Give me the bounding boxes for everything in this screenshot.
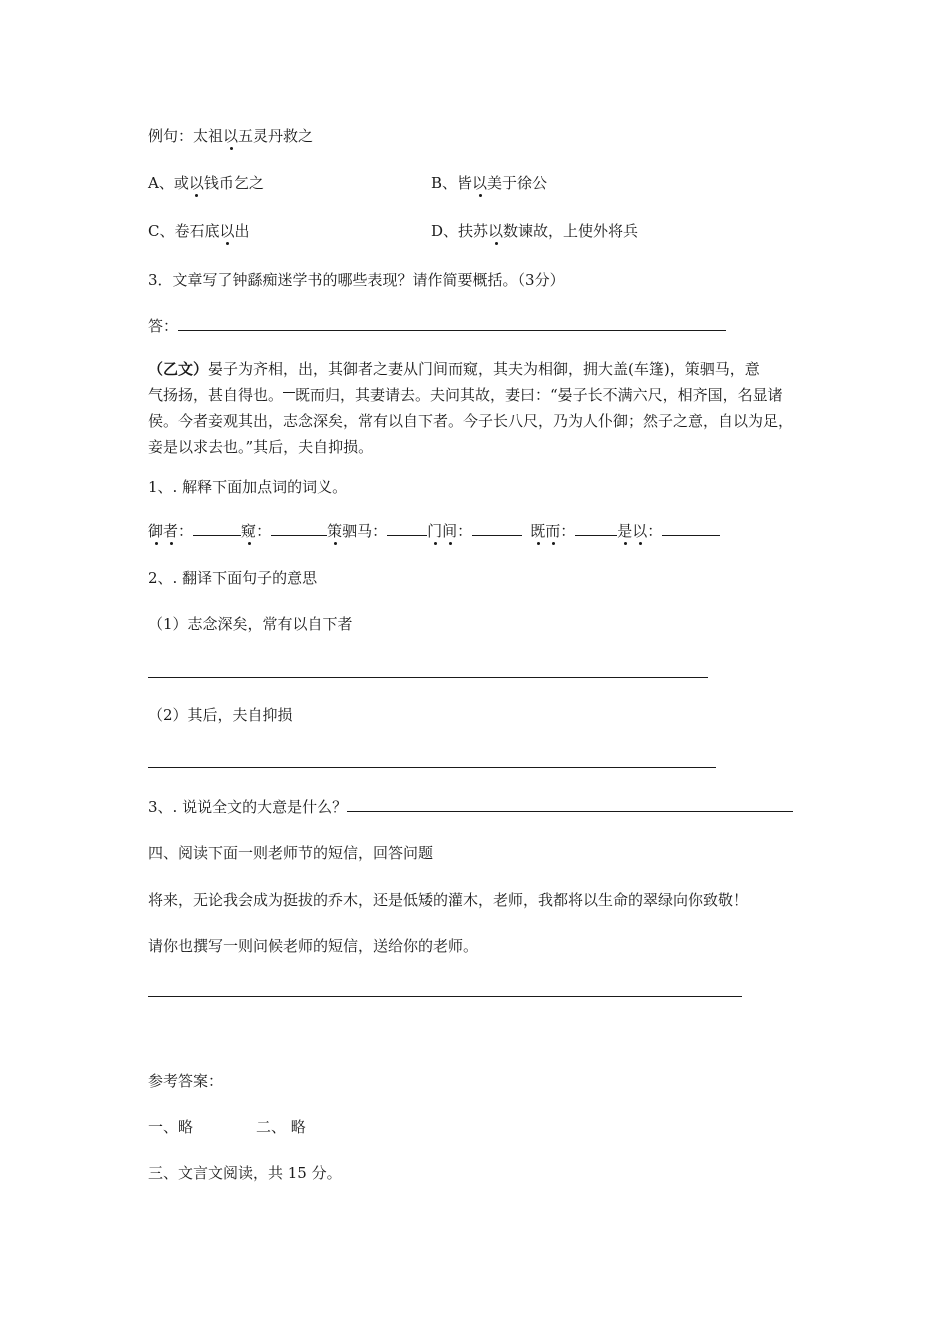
dotted-char: 以 [188, 174, 204, 192]
answer-blank[interactable] [178, 316, 726, 331]
dotted-char: 以 [223, 127, 239, 145]
answer-blank[interactable] [347, 797, 793, 812]
question-3: 3．文章写了钟繇痴迷学书的哪些表现？请作简要概括。（3分） [148, 271, 565, 289]
yi-wen-label: （乙文） [148, 360, 209, 378]
option-d: D、扶苏以数谏故，上使外将兵 [431, 222, 639, 240]
answer-one: 一、略 [148, 1118, 194, 1136]
answer-rule[interactable] [148, 767, 716, 768]
dotted-char: 以 [488, 222, 504, 240]
yi-question-3: 3、. 说说全文的大意是什么？ [148, 797, 793, 817]
example-sentence: 例句：太祖以五灵丹救之 [148, 127, 314, 145]
inline-mark [283, 392, 295, 401]
vocab-blank[interactable] [271, 521, 327, 536]
dotted-char: 者 [163, 522, 179, 540]
dotted-char: 既 [530, 522, 546, 540]
yi-question-1: 1、. 解释下面加点词的词义。 [148, 478, 348, 496]
answer-rule[interactable] [148, 996, 742, 997]
vocab-blank[interactable] [387, 521, 427, 536]
dotted-char: 门 [427, 522, 443, 540]
vocab-blank[interactable] [193, 521, 241, 536]
section-4-title: 四、阅读下面一则老师节的短信，回答问题 [148, 844, 434, 862]
dotted-char: 是 [617, 522, 633, 540]
sms-text: 将来，无论我会成为挺拔的乔木，还是低矮的灌木，老师，我都将以生命的翠绿向你致敬！ [148, 891, 749, 909]
answer-line: 答： [148, 316, 726, 336]
dotted-char: 窥 [241, 522, 257, 540]
dotted-char: 御 [148, 522, 164, 540]
answer-two: 二、 略 [256, 1118, 306, 1136]
option-c: C、卷石底以出 [148, 222, 250, 240]
yi-question-2: 2、. 翻译下面句子的意思 [148, 569, 318, 587]
vocab-blank[interactable] [575, 521, 617, 536]
dotted-char: 策 [327, 522, 343, 540]
translate-sentence-1: （1）志念深矣，常有以自下者 [148, 615, 353, 633]
translate-sentence-2: （2）其后，夫自抑损 [148, 706, 293, 724]
option-a: A、或以钱币乞之 [148, 174, 264, 192]
answer-rule[interactable] [148, 677, 708, 678]
sms-prompt: 请你也撰写一则问候老师的短信，送给你的老师。 [148, 937, 479, 955]
answer-three: 三、文言文阅读，共 15 分。 [148, 1164, 342, 1182]
vocab-row: 御者： 窥： 策驷马： 门间： 既而： 是以： [148, 521, 720, 541]
dotted-char: 以 [632, 522, 648, 540]
answers-title: 参考答案： [148, 1072, 224, 1090]
dotted-char: 以 [472, 174, 488, 192]
yi-wen-paragraph: （乙文）晏子为齐相，出，其御者之妻从门间而窥，其夫为相御，拥大盖(车篷)，策驷马，意 气扬扬，甚自得也。 既而归，其妻请去。夫问其故，妻曰：“晏子长不满六尺，相齐国，名显诸 侯。今者妾观其出，志念深矣，常有以自下者。今子长八尺，乃为人仆御；然子之意，自以为足， 妾是以求去也。”其后，夫自抑损。 [148, 360, 794, 456]
vocab-blank[interactable] [662, 521, 720, 536]
dotted-char: 以 [219, 222, 235, 240]
vocab-blank[interactable] [472, 521, 522, 536]
dotted-char: 而 [545, 522, 561, 540]
option-b: B、皆以美于徐公 [431, 174, 548, 192]
dotted-char: 间 [442, 522, 458, 540]
